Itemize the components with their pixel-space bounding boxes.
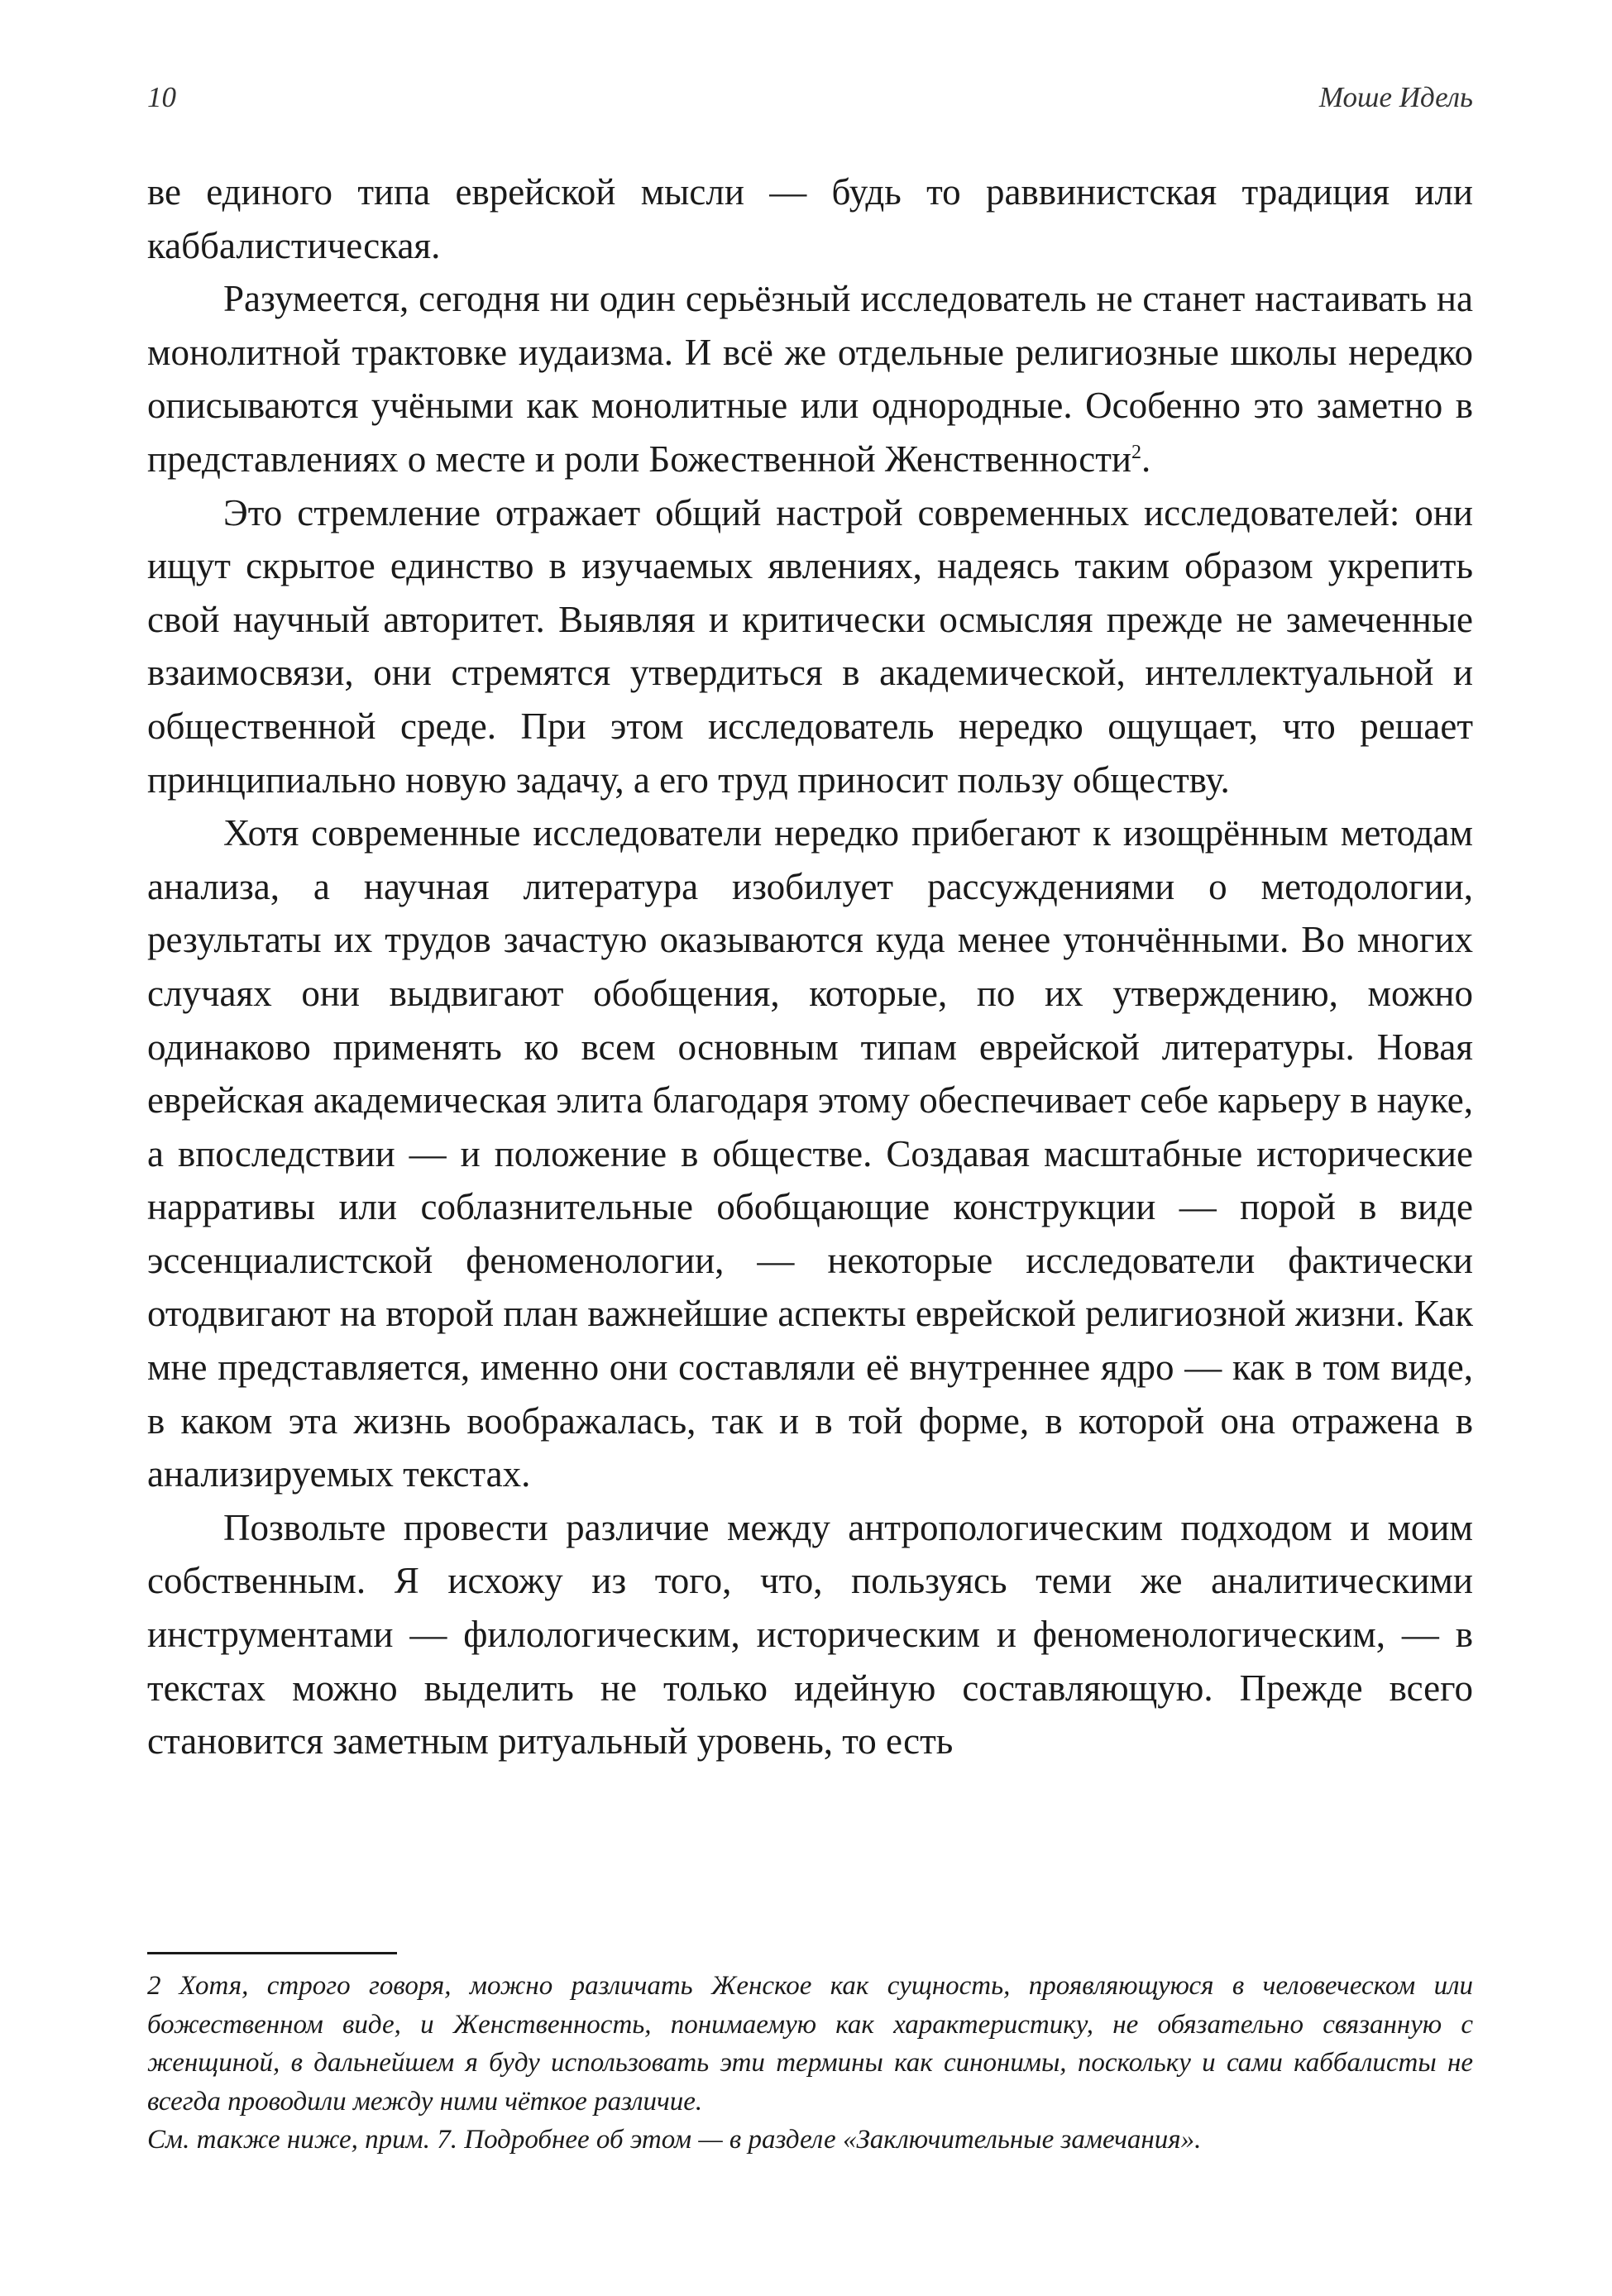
running-head-author: Моше Идель [1318,81,1473,113]
paragraph-5: Позвольте провести различие между антропологическим подходом и моим собственным. Я исхожу из того, что, пользуясь теми же аналитическими инструментами — филологическим, историческим и феноменологическим, — в текстах можно выделить не только идейную составляющую. Прежде всего становится заметным ритуальный уровень, то есть [147,1506,1473,1763]
footnote-number: 2 [147,1971,161,2001]
footnote-text: Хотя, строго говоря, можно различать Женское как сущность, проявляющуюся в человеческом или божественном виде, и Женственность, понимаемую как характеристику, не обязательно связанную с женщиной, в дальнейшем я буду использовать эти термины как синонимы, поскольку и сами каббалисты не всегда проводили между ними чёткое различие. [147,1971,1473,2117]
main-text [147,165,1473,1768]
paragraph-2-text: Разумеется, сегодня ни один серьёзный исследователь не станет настаивать на монолитной трактовке иудаизма. И всё же отдельные религиозные школы нередко описываются учёными как монолитные или однородные. Особенно это заметно в представлениях о месте и роли Божественной Женственности [147,278,1473,480]
page-header [147,81,1473,131]
paragraph-2 [147,272,1473,486]
footnote-reference[interactable]: 2 [1131,441,1142,463]
paragraph-2-end: . [1141,438,1151,480]
footnote-separator [147,1952,397,1954]
paragraph-1: ве единого типа еврейской мысли — будь то раввинистская традиция или каббалистическая. [147,171,1473,266]
footnotes [147,1967,1473,2160]
footnote-see-also: См. также ниже, прим. 7. Подробнее об этом — в разделе «Заключительные замечания». [147,2125,1202,2155]
paragraph-3: Это стремление отражает общий настрой современных исследователей: они ищут скрытое единство в изучаемых явлениях, надеясь таким образом укрепить свой научный авторитет. Выявляя и критически осмысляя прежде не замеченные взаимосвязи, они стремятся утвердиться в академической, интеллектуальной и общественной среде. При этом исследователь нередко ощущает, что решает принципиально новую задачу, а его труд приносит пользу обществу. [147,491,1473,801]
footnote-2 [147,1967,1473,2121]
page-number: 10 [147,81,176,113]
paragraph-4: Хотя современные исследователи нередко прибегают к изощрённым методам анализа, а научная литература изобилует рассуждениями о методологии, результаты их трудов зачастую оказываются куда менее утончёнными. Во многих случаях они выдвигают обобщения, которые, по их утверждению, можно одинаково применять ко всем основным типам еврейской литературы. Новая еврейская академическая элита благодаря этому обеспечивает себе карьеру в науке, а впоследствии — и положение в обществе. Создавая масштабные исторические нарративы или соблазнительные обобщающие конструкции — порой в виде эссенциалистской феноменологии, — некоторые исследователи фактически отодвигают на второй план важнейшие аспекты еврейской религиозной жизни. Как мне представляется, именно они составляли её внутреннее ядро — как в том виде, в каком эта жизнь воображалась, так и в той форме, в которой она отражена в анализируемых текстах. [147,812,1473,1495]
